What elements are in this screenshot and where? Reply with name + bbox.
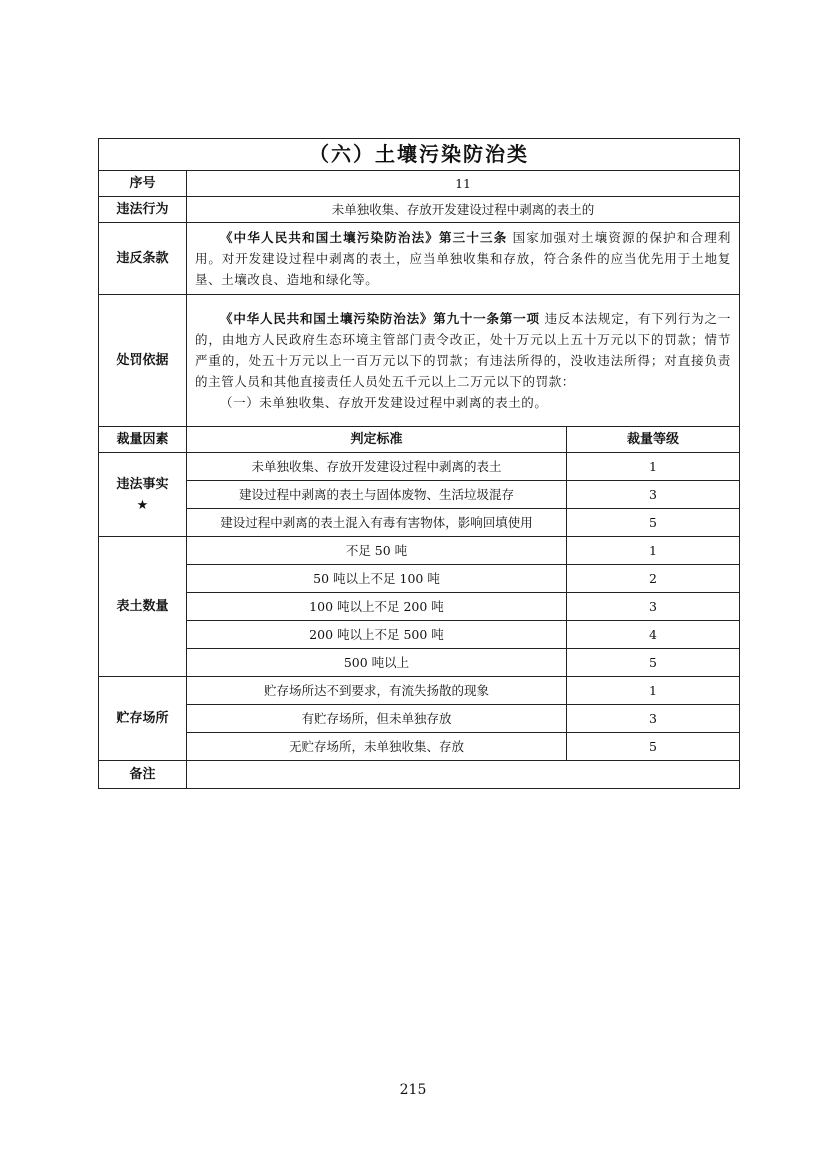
level-cell: 1: [567, 453, 740, 481]
remark-value: [187, 761, 740, 789]
criteria-cell: 无贮存场所，未单独收集、存放: [187, 733, 567, 761]
storage-label-text: 贮存场所: [116, 711, 169, 726]
amount-label-text: 表土数量: [116, 599, 169, 614]
factor-label: 裁量因素: [99, 427, 187, 453]
level-cell: 3: [567, 481, 740, 509]
page-number: 215: [399, 1082, 427, 1098]
level-cell: 1: [567, 537, 740, 565]
level-cell: 2: [567, 565, 740, 593]
level-cell: 4: [567, 621, 740, 649]
criteria-cell: 50 吨以上不足 100 吨: [187, 565, 567, 593]
facts-label: [99, 453, 187, 537]
criteria-cell: 未单独收集、存放开发建设过程中剥离的表土: [187, 453, 567, 481]
behavior-value: 未单独收集、存放开发建设过程中剥离的表土的: [187, 197, 740, 223]
facts-label-text: 违法事实: [116, 476, 169, 492]
level-header: 裁量等级: [567, 427, 740, 453]
table-row: [99, 705, 740, 733]
seq-label: 序号: [99, 171, 187, 197]
star-icon: ★: [136, 497, 149, 513]
penalty-law: 《中华人民共和国土壤污染防治法》第九十一条第一项: [220, 311, 540, 326]
criteria-cell: 100 吨以上不足 200 吨: [187, 593, 567, 621]
table-row: [99, 593, 740, 621]
table-row: [99, 649, 740, 677]
storage-label: [99, 677, 187, 761]
section-title: （六）土壤污染防治类: [99, 139, 740, 171]
discretion-table: [98, 138, 740, 789]
level-cell: 1: [567, 677, 740, 705]
table-row: [99, 453, 740, 481]
level-cell: 5: [567, 649, 740, 677]
remark-label: 备注: [99, 761, 187, 789]
violated-body: 国家加强对土壤资源的保护和合理利用。对开发建设过程中剥离的表土，应当单独收集和存放，符合条件的应当优先用于土地复垦、土壤改良、造地和绿化等。: [195, 230, 732, 287]
criteria-cell: 200 吨以上不足 500 吨: [187, 621, 567, 649]
level-cell: 3: [567, 705, 740, 733]
criteria-cell: 500 吨以上: [187, 649, 567, 677]
criteria-cell: 有贮存场所，但未单独存放: [187, 705, 567, 733]
level-cell: 5: [567, 509, 740, 537]
amount-label: [99, 537, 187, 677]
behavior-label: 违法行为: [99, 197, 187, 223]
penalty-label: 处罚依据: [99, 295, 187, 427]
criteria-header: 判定标准: [187, 427, 567, 453]
table-row: [99, 537, 740, 565]
violated-law: 《中华人民共和国土壤污染防治法》第三十三条: [220, 230, 508, 245]
level-cell: 5: [567, 733, 740, 761]
criteria-cell: 建设过程中剥离的表土混入有毒有害物体，影响回填使用: [187, 509, 567, 537]
penalty-text: [187, 295, 740, 427]
table-row: [99, 565, 740, 593]
violated-label: 违反条款: [99, 223, 187, 295]
table-row: [99, 677, 740, 705]
criteria-cell: 贮存场所达不到要求，有流失扬散的现象: [187, 677, 567, 705]
table-row: [99, 481, 740, 509]
penalty-body: 违反本法规定，有下列行为之一的，由地方人民政府生态环境主管部门责令改正，处十万元以上五十万元以下的罚款；情节严重的，处五十万元以上一百万元以下的罚款；有违法所得的，没收违法所得；对直接负责的主管人员和其他直接责任人员处五千元以上二万元以下的罚款：: [195, 311, 732, 389]
level-cell: 3: [567, 593, 740, 621]
violated-text: [187, 223, 740, 295]
criteria-cell: 不足 50 吨: [187, 537, 567, 565]
criteria-cell: 建设过程中剥离的表土与固体废物、生活垃圾混存: [187, 481, 567, 509]
seq-value: 11: [187, 171, 740, 197]
table-row: [99, 509, 740, 537]
penalty-item: （一）未单独收集、存放开发建设过程中剥离的表土的。: [220, 395, 548, 410]
table-row: [99, 733, 740, 761]
table-row: [99, 621, 740, 649]
